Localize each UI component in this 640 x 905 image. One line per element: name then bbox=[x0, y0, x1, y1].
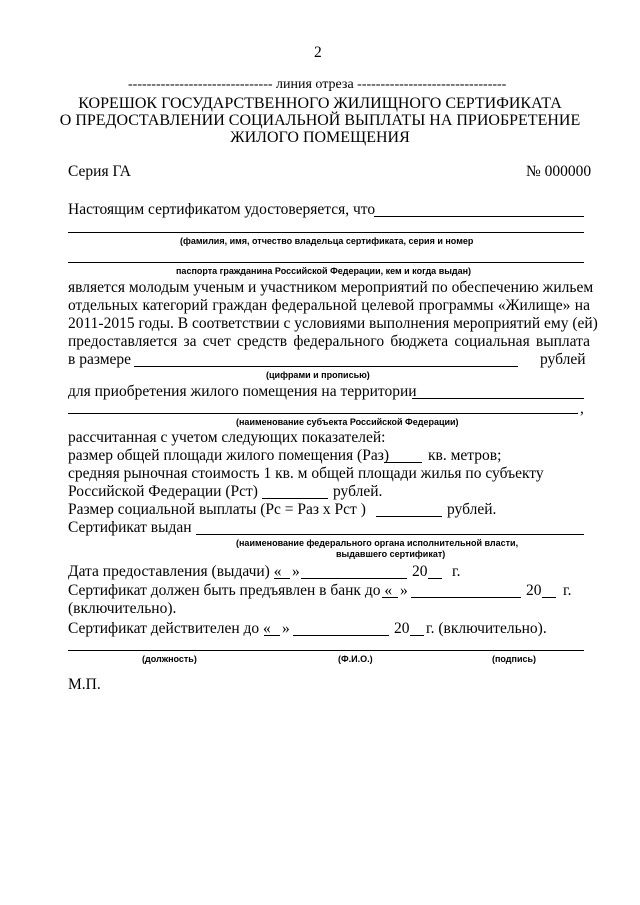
cost-line-1: средняя рыночная стоимость 1 кв. м общей площади жилья по субъекту bbox=[68, 465, 544, 482]
bank-day-blank[interactable] bbox=[382, 597, 398, 598]
cut-line: ------------------------------- линия отреза -------------------------------- bbox=[128, 77, 507, 92]
caption-amount: (цифрами и прописью) bbox=[266, 370, 370, 380]
title-line-3: ЖИЛОГО ПОМЕЩЕНИЯ bbox=[230, 129, 410, 146]
issuer-blank[interactable] bbox=[196, 534, 584, 535]
paragraph-line-3: 2011-2015 годы. В соответствии с условиями выполнения мероприятий ему (ей) bbox=[68, 315, 598, 332]
valid-month-blank[interactable] bbox=[293, 635, 389, 636]
valid-year: 20 bbox=[394, 620, 410, 637]
certify-text: Настоящим сертификатом удостоверяется, что bbox=[68, 201, 376, 218]
date-issue-day-blank[interactable] bbox=[274, 578, 290, 579]
caption-signature: (подпись) bbox=[492, 654, 537, 664]
title-line-2: О ПРЕДОСТАВЛЕНИИ СОЦИАЛЬНОЙ ВЫПЛАТЫ НА ПРИОБРЕТЕНИЕ bbox=[59, 112, 581, 129]
payment-blank[interactable] bbox=[376, 516, 442, 517]
date-issue-month-blank[interactable] bbox=[301, 578, 407, 579]
inclusive-text: (включительно). bbox=[68, 600, 177, 617]
cost-blank[interactable] bbox=[262, 498, 328, 499]
bank-suffix: г. bbox=[563, 582, 572, 599]
owner-blank-2[interactable] bbox=[68, 232, 584, 233]
date-issue-prefix: Дата предоставления (выдачи) « bbox=[68, 563, 282, 580]
passport-blank[interactable] bbox=[68, 262, 584, 263]
caption-subject: (наименование субъекта Российской Федерации) bbox=[236, 417, 459, 427]
stamp-place: М.П. bbox=[68, 676, 101, 693]
series: Серия ГА bbox=[68, 163, 131, 180]
bank-prefix: Сертификат должен быть предъявлен в банк до « bbox=[68, 582, 393, 599]
date-issue-year: 20 bbox=[412, 563, 428, 580]
bank-year: 20 bbox=[526, 582, 542, 599]
date-issue-year-blank[interactable] bbox=[428, 578, 442, 579]
caption-issuer-1: (наименование федерального органа исполнительной власти, bbox=[236, 538, 519, 548]
paragraph-line-1: является молодым ученым и участником мероприятий по обеспечению жильем bbox=[68, 279, 594, 296]
bank-month-blank[interactable] bbox=[411, 597, 521, 598]
valid-day-blank[interactable] bbox=[264, 635, 280, 636]
amount-suffix: рублей bbox=[540, 351, 586, 368]
issued-text: Сертификат выдан bbox=[68, 519, 192, 536]
bank-mid: » bbox=[400, 582, 408, 599]
calc-text: рассчитанная с учетом следующих показателей: bbox=[68, 429, 386, 446]
area-suffix: кв. метров; bbox=[428, 447, 502, 464]
valid-mid: » bbox=[282, 620, 290, 637]
caption-position: (должность) bbox=[142, 654, 197, 664]
amount-blank[interactable] bbox=[134, 366, 518, 367]
caption-passport: паспорта гражданина Российской Федерации, кем и когда выдан) bbox=[176, 266, 472, 276]
area-blank[interactable] bbox=[384, 462, 422, 463]
certificate-number: № 000000 bbox=[526, 163, 592, 180]
owner-blank-1[interactable] bbox=[374, 216, 584, 217]
date-issue-suffix: г. bbox=[452, 563, 461, 580]
valid-suffix: г. (включительно). bbox=[426, 620, 547, 637]
caption-issuer-2: выдавшего сертификат) bbox=[336, 549, 446, 559]
cost-suffix: рублей. bbox=[333, 483, 383, 500]
title-line-1: КОРЕШОК ГОСУДАРСТВЕННОГО ЖИЛИЩНОГО СЕРТИФИКАТА bbox=[78, 95, 562, 112]
bank-year-blank[interactable] bbox=[542, 597, 556, 598]
territory-comma: , bbox=[580, 400, 584, 417]
date-issue-mid: » bbox=[292, 563, 300, 580]
caption-name: (Ф.И.О.) bbox=[338, 654, 373, 664]
territory-blank-1[interactable] bbox=[412, 398, 584, 399]
valid-prefix: Сертификат действителен до « bbox=[68, 620, 271, 637]
valid-year-blank[interactable] bbox=[410, 635, 424, 636]
amount-prefix: в размере bbox=[68, 351, 132, 368]
payment-prefix: Размер социальной выплаты (Рс = Раз х Рст ) bbox=[68, 501, 366, 518]
paragraph-line-4: предоставляется за счет средств федерального бюджета социальная выплата bbox=[68, 333, 590, 350]
signature-blank[interactable] bbox=[68, 650, 584, 651]
page-number: 2 bbox=[314, 44, 322, 61]
territory-text: для приобретения жилого помещения на территории bbox=[68, 383, 417, 400]
payment-suffix: рублей. bbox=[447, 501, 497, 518]
caption-owner: (фамилия, имя, отчество владельца сертификата, серия и номер bbox=[180, 236, 474, 246]
territory-blank-2[interactable] bbox=[68, 413, 578, 414]
cost-prefix: Российской Федерации (Рст) bbox=[68, 483, 258, 500]
paragraph-line-2: отдельных категорий граждан федеральной целевой программы «Жилище» на bbox=[68, 297, 590, 314]
area-prefix: размер общей площади жилого помещения (Раз) bbox=[68, 447, 389, 464]
